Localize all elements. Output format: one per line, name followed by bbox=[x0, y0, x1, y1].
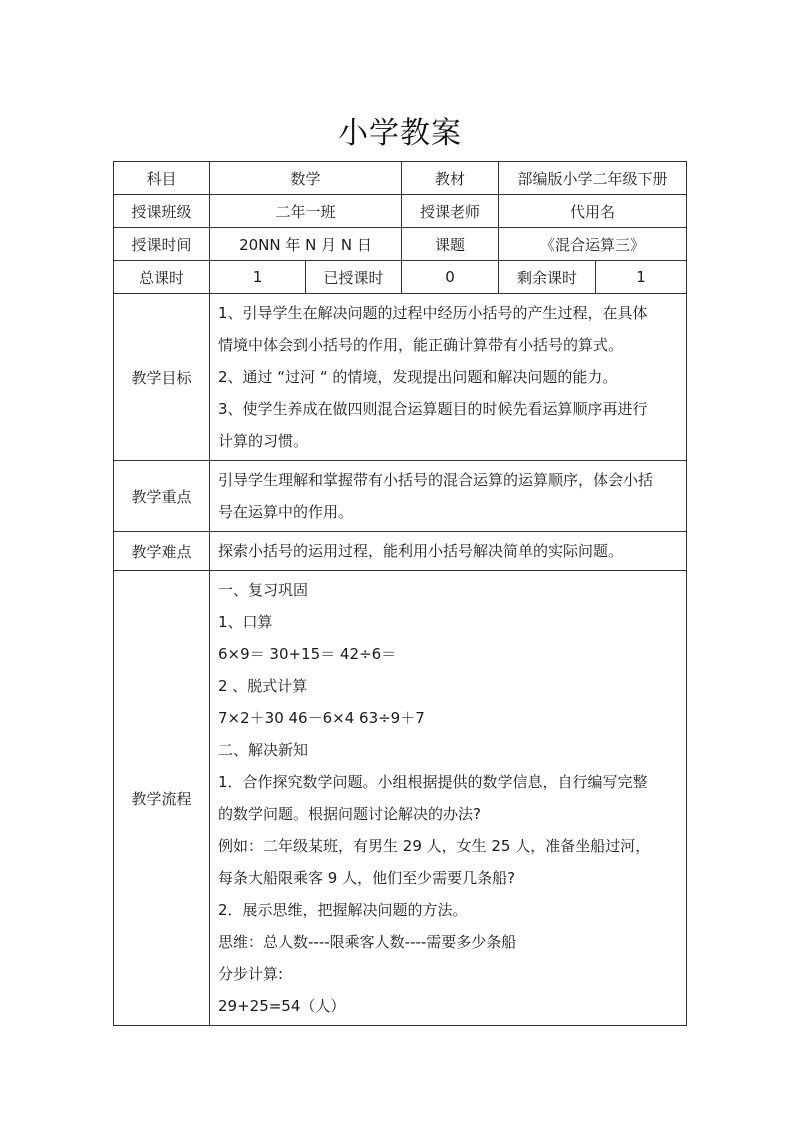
keypoints-line: 引导学生理解和掌握带有小括号的混合运算的运算顺序，体会小括 bbox=[218, 471, 654, 489]
goals-content bbox=[210, 294, 687, 461]
topic-label: 课题 bbox=[402, 228, 499, 261]
total-hours-label: 总课时 bbox=[114, 261, 210, 294]
goals-line: 1、引导学生在解决问题的过程中经历小括号的产生过程，在具体 bbox=[218, 304, 648, 322]
teacher-value: 代用名 bbox=[499, 195, 687, 228]
process-line: 分步计算: bbox=[218, 965, 284, 983]
lesson-plan-table bbox=[113, 161, 687, 1026]
row-subject bbox=[114, 162, 687, 195]
total-hours-value: 1 bbox=[210, 261, 306, 294]
remain-hours-label: 剩余课时 bbox=[499, 261, 596, 294]
goals-line: 3、使学生养成在做四则混合运算题目的时候先看运算顺序再进行 bbox=[218, 400, 648, 418]
process-line: 2 、脱式计算 bbox=[218, 677, 308, 695]
row-hours bbox=[114, 261, 687, 294]
done-hours-label: 已授课时 bbox=[306, 261, 402, 294]
row-time bbox=[114, 228, 687, 261]
process-content bbox=[210, 571, 687, 1026]
goals-line: 情境中体会到小括号的作用，能正确计算带有小括号的算式。 bbox=[218, 336, 624, 354]
row-process bbox=[114, 571, 687, 1026]
keypoints-content bbox=[210, 461, 687, 532]
keypoints-line: 号在运算中的作用。 bbox=[218, 503, 354, 521]
teacher-label: 授课老师 bbox=[402, 195, 499, 228]
subject-value: 数学 bbox=[210, 162, 402, 195]
row-class bbox=[114, 195, 687, 228]
process-line: 例如：二年级某班，有男生 29 人，女生 25 人，准备坐船过河， bbox=[218, 837, 651, 855]
process-line: 的数学问题。根据问题讨论解决的办法? bbox=[218, 805, 481, 823]
goals-line: 计算的习惯。 bbox=[218, 432, 309, 450]
process-line: 每条大船限乘客 9 人，他们至少需要几条船? bbox=[218, 869, 516, 887]
process-line: 7×2＋30 46－6×4 63÷9＋7 bbox=[218, 709, 425, 727]
goals-label: 教学目标 bbox=[114, 294, 210, 461]
process-line: 一、复习巩固 bbox=[218, 581, 309, 599]
topic-value: 《混合运算三》 bbox=[499, 228, 687, 261]
keypoints-label: 教学重点 bbox=[114, 461, 210, 532]
process-line: 1．合作探究数学问题。小组根据提供的数学信息，自行编写完整 bbox=[218, 773, 648, 791]
textbook-value: 部编版小学二年级下册 bbox=[499, 162, 687, 195]
goals-line: 2、通过 “过河 “ 的情境，发现提出问题和解决问题的能力。 bbox=[218, 368, 618, 386]
process-label: 教学流程 bbox=[114, 571, 210, 1026]
process-line: 二、解决新知 bbox=[218, 741, 309, 759]
class-value: 二年一班 bbox=[210, 195, 402, 228]
process-line: 1、口算 bbox=[218, 613, 273, 631]
row-keypoints bbox=[114, 461, 687, 532]
difficulty-line: 探索小括号的运用过程，能利用小括号解决简单的实际问题。 bbox=[218, 542, 624, 560]
time-value: 20NN 年 N 月 N 日 bbox=[210, 228, 402, 261]
time-label: 授课时间 bbox=[114, 228, 210, 261]
process-line: 2．展示思维，把握解决问题的方法。 bbox=[218, 901, 468, 919]
remain-hours-value: 1 bbox=[596, 261, 687, 294]
process-line: 29+25=54（人） bbox=[218, 997, 346, 1015]
subject-label: 科目 bbox=[114, 162, 210, 195]
row-difficulty bbox=[114, 532, 687, 571]
class-label: 授课班级 bbox=[114, 195, 210, 228]
process-line: 思维：总人数----限乘客人数----需要多少条船 bbox=[218, 933, 517, 951]
difficulty-content bbox=[210, 532, 687, 571]
page-title: 小学教案 bbox=[338, 116, 462, 151]
done-hours-value: 0 bbox=[402, 261, 499, 294]
difficulty-label: 教学难点 bbox=[114, 532, 210, 571]
row-goals bbox=[114, 294, 687, 461]
process-line: 6×9＝ 30+15＝ 42÷6＝ bbox=[218, 645, 397, 663]
textbook-label: 教材 bbox=[402, 162, 499, 195]
